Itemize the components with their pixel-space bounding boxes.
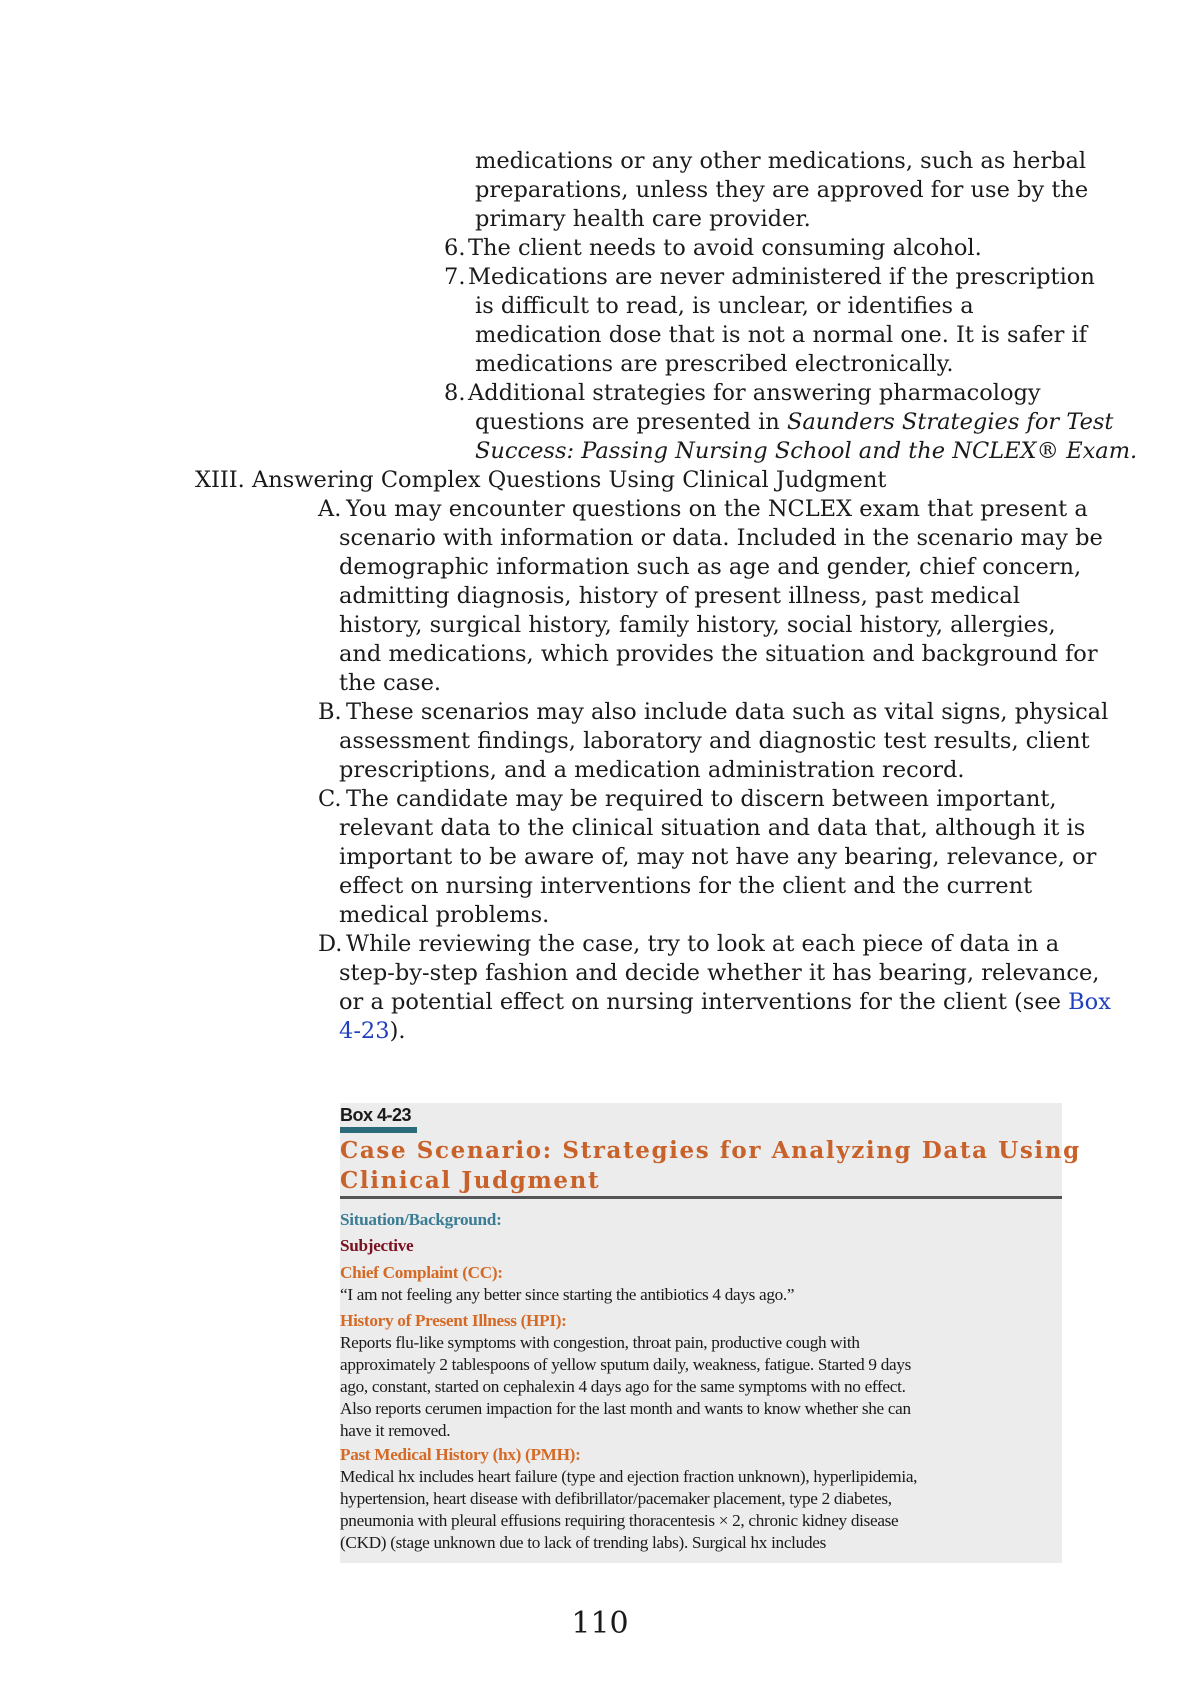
section-item-c-line: effect on nursing interventions for the client and the current — [339, 873, 1033, 899]
section-item-d-line: step-by-step fashion and decide whether it has bearing, relevance, — [339, 960, 1100, 986]
section-item-d-line — [339, 988, 1111, 1017]
pmh-line: Medical hx includes heart failure (type and ejection fraction unknown), hyperlipidemia, — [340, 1467, 918, 1486]
section-item-a-line: scenario with information or data. Included in the scenario may be — [339, 525, 1103, 551]
section-item-c-line: The candidate may be required to discern between important, — [346, 786, 1057, 812]
list-item-8-number: 8. — [444, 380, 466, 406]
section-item-a-letter: A. — [318, 496, 342, 522]
list-item-6-text: The client needs to avoid consuming alcohol. — [468, 235, 982, 261]
section-item-b-line: assessment findings, laboratory and diagnostic test results, client — [339, 728, 1090, 754]
pmh-line: hypertension, heart disease with defibrillator/pacemaker placement, type 2 diabetes, — [340, 1489, 892, 1508]
hpi-heading: History of Present Illness (HPI): — [340, 1311, 567, 1330]
list-item-8-line — [475, 437, 1137, 466]
book-title: Success: Passing Nursing School and the NCLEX® Exam. — [475, 438, 1138, 464]
section-item-c-letter: C. — [318, 786, 342, 812]
list-item-6-number: 6. — [444, 235, 466, 261]
section-item-d-text: ). — [389, 1018, 406, 1044]
section-item-a-line: demographic information such as age and gender, chief concern, — [339, 554, 1082, 580]
section-item-b-letter: B. — [318, 699, 342, 725]
box-title-rule — [340, 1196, 1062, 1199]
page-number: 110 — [571, 1606, 629, 1641]
list-item-5-line: medications or any other medications, such as herbal — [475, 148, 1087, 174]
pmh-heading: Past Medical History (hx) (PMH): — [340, 1445, 581, 1464]
list-item-7-line: Medications are never administered if the prescription — [468, 264, 1095, 290]
box-reference-link[interactable]: Box — [1068, 989, 1111, 1015]
list-item-8-text: questions are presented in — [475, 409, 787, 435]
list-item-7-line: medication dose that is not a normal one. It is safer if — [475, 322, 1088, 348]
section-item-c-line: relevant data to the clinical situation and data that, although it is — [339, 815, 1086, 841]
list-item-7-line: medications are prescribed electronically. — [475, 351, 954, 377]
list-item-7-line: is difficult to read, is unclear, or identifies a — [475, 293, 974, 319]
section-item-a-line: the case. — [339, 670, 442, 696]
pmh-line: pneumonia with pleural effusions requiring thoracentesis × 2, chronic kidney disease — [340, 1511, 899, 1530]
section-item-b-line: These scenarios may also include data such as vital signs, physical — [346, 699, 1109, 725]
box-title: Case Scenario: Strategies for Analyzing Data Using — [340, 1137, 1081, 1164]
section-item-a-line: You may encounter questions on the NCLEX exam that present a — [346, 496, 1088, 522]
section-item-d-text: or a potential effect on nursing interventions for the client (see — [339, 989, 1069, 1015]
box-label: Box 4-23 — [340, 1105, 412, 1125]
hpi-line: Also reports cerumen impaction for the last month and wants to know whether she can — [340, 1399, 911, 1418]
section-item-a-line: and medications, which provides the situation and background for — [339, 641, 1098, 667]
section-item-a-line: history, surgical history, family history, social history, allergies, — [339, 612, 1056, 638]
section-heading: XIII. Answering Complex Questions Using Clinical Judgment — [195, 467, 887, 493]
list-item-8-line — [475, 408, 1113, 437]
section-item-d-line: While reviewing the case, try to look at each piece of data in a — [346, 931, 1060, 957]
section-item-b-line: prescriptions, and a medication administration record. — [339, 757, 965, 783]
chief-complaint-heading: Chief Complaint (CC): — [340, 1263, 503, 1282]
box-title: Clinical Judgment — [340, 1167, 601, 1194]
list-item-8-line: Additional strategies for answering pharmacology — [468, 380, 1041, 406]
hpi-line: Reports flu-like symptoms with congestion, throat pain, productive cough with — [340, 1333, 860, 1352]
hpi-line: ago, constant, started on cephalexin 4 days ago for the same symptoms with no effect. — [340, 1377, 906, 1396]
section-item-d-letter: D. — [318, 931, 343, 957]
section-item-c-line: important to be aware of, may not have any bearing, relevance, or — [339, 844, 1097, 870]
situation-heading: Situation/Background: — [340, 1210, 502, 1229]
section-item-a-line: admitting diagnosis, history of present illness, past medical — [339, 583, 1021, 609]
chief-complaint-text: “I am not feeling any better since starting the antibiotics 4 days ago.” — [340, 1285, 795, 1304]
list-item-5-line: preparations, unless they are approved for use by the — [475, 177, 1089, 203]
hpi-line: have it removed. — [340, 1421, 451, 1440]
pmh-line: (CKD) (stage unknown due to lack of trending labs). Surgical hx includes — [340, 1533, 826, 1552]
box-reference-link[interactable]: 4-23 — [339, 1018, 390, 1044]
subjective-heading: Subjective — [340, 1236, 414, 1255]
box-label-underline — [340, 1127, 417, 1133]
book-title: Saunders Strategies for Test — [786, 409, 1114, 435]
hpi-line: approximately 2 tablespoons of yellow sputum daily, weakness, fatigue. Started 9 days — [340, 1355, 912, 1374]
section-item-d-line — [339, 1017, 406, 1046]
list-item-7-number: 7. — [444, 264, 466, 290]
list-item-5-line: primary health care provider. — [475, 206, 811, 232]
section-item-c-line: medical problems. — [339, 902, 550, 928]
